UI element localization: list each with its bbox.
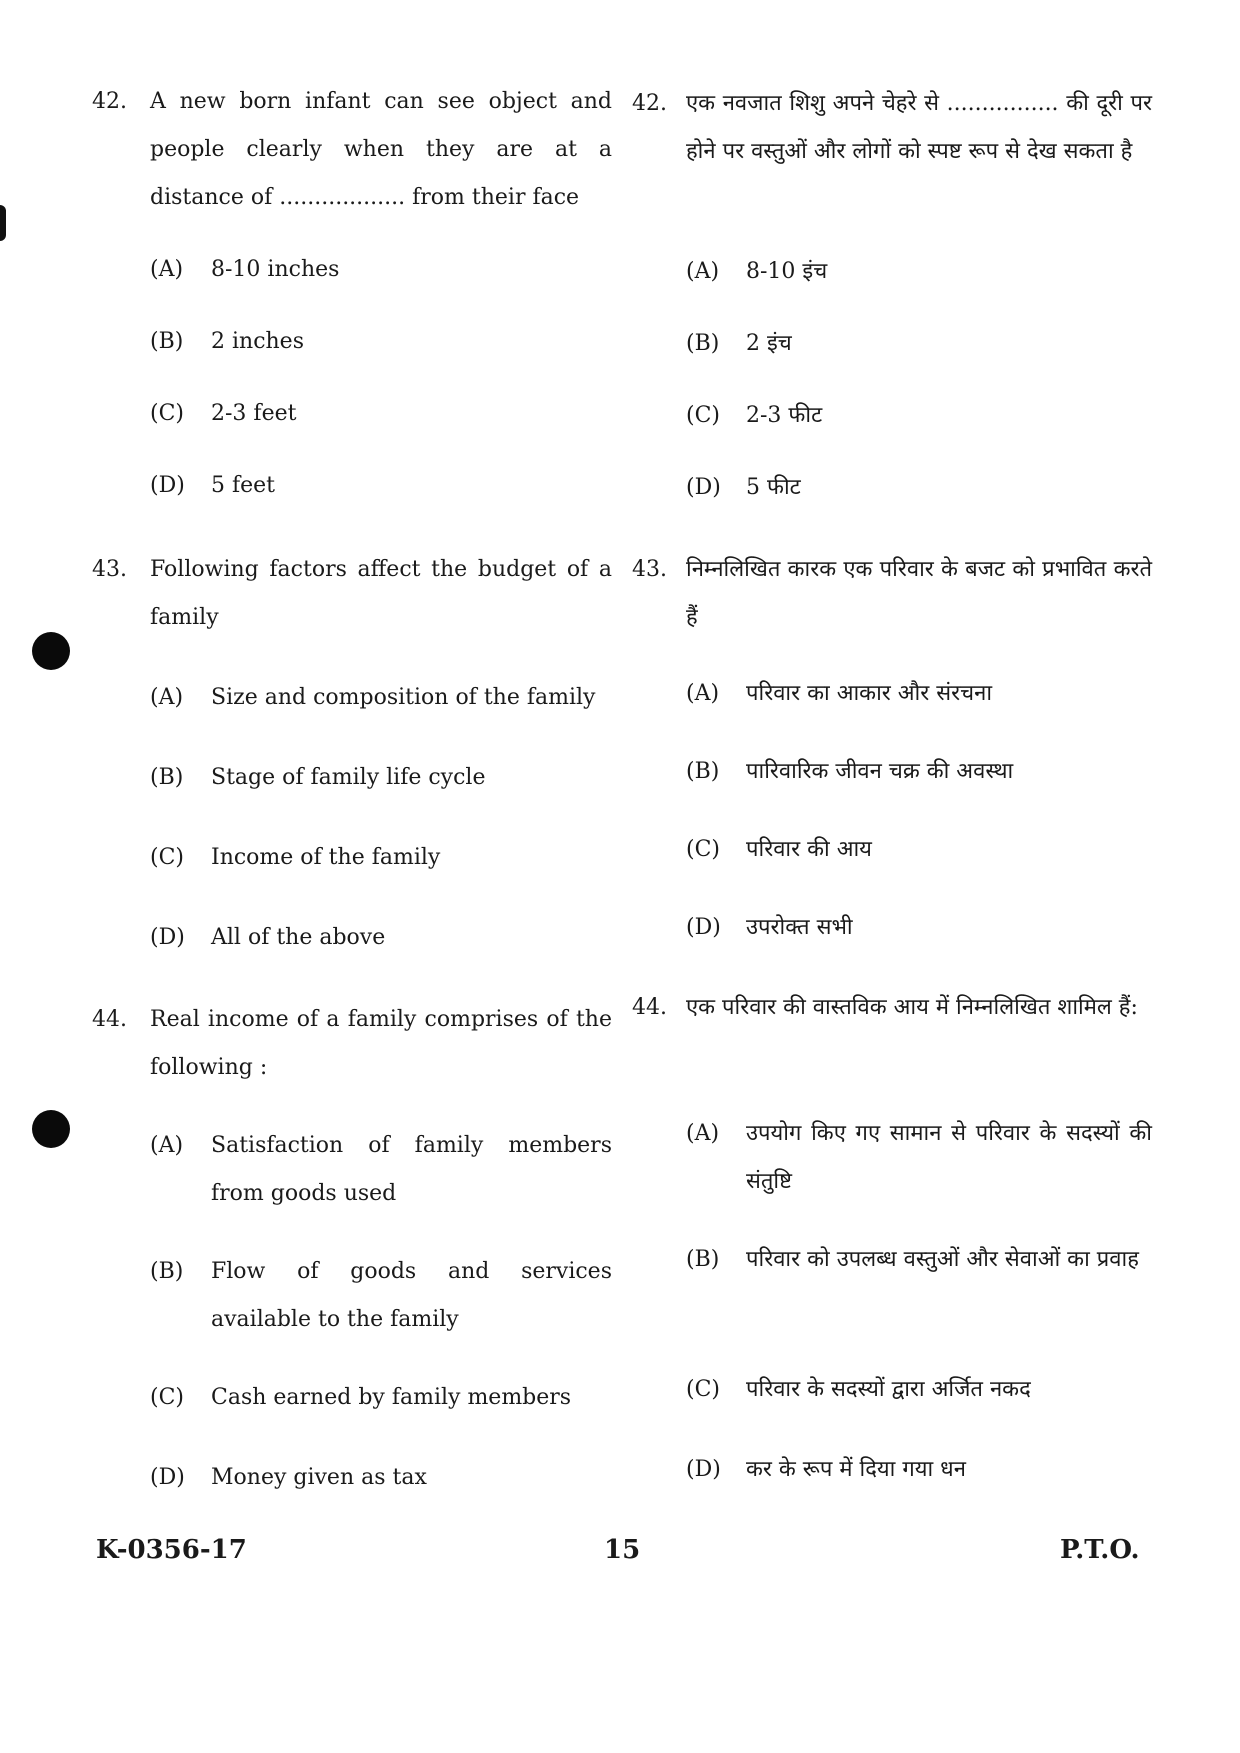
option-letter: (B): [686, 759, 720, 784]
option-letter: (D): [686, 475, 721, 500]
option-letter: (A): [150, 685, 184, 710]
paper-code: K-0356-17: [96, 1535, 247, 1565]
question-number: 42.: [632, 91, 667, 116]
option-text: Satisfaction of family members from goods used: [211, 1133, 612, 1206]
question-number: 44.: [632, 995, 667, 1020]
option-text: परिवार के सदस्यों द्वारा अर्जित नकद: [746, 1377, 1031, 1402]
option-text: Income of the family: [211, 845, 441, 870]
option-text: कर के रूप में दिया गया धन: [746, 1457, 966, 1482]
question-number: 43.: [92, 557, 127, 582]
please-turn-over: P.T.O.: [1060, 1535, 1140, 1565]
option-letter: (B): [150, 329, 184, 354]
option-text: परिवार का आकार और संरचना: [746, 681, 993, 706]
option-letter: (D): [150, 1465, 185, 1490]
option-text: Flow of goods and services available to the family: [211, 1259, 612, 1332]
option-text: 2-3 फीट: [746, 403, 823, 428]
option-letter: (C): [686, 837, 720, 862]
binding-hole-mark: [32, 632, 70, 670]
option-letter: (D): [686, 1457, 721, 1482]
option-text: परिवार को उपलब्ध वस्तुओं और सेवाओं का प्रवाह: [746, 1247, 1139, 1272]
option-text: Size and composition of the family: [211, 685, 596, 710]
option-text: Stage of family life cycle: [211, 765, 486, 790]
option-text: उपरोक्त सभी: [746, 915, 853, 940]
option-letter: (B): [686, 331, 720, 356]
option-letter: (A): [686, 259, 720, 284]
option-letter: (C): [686, 1377, 720, 1402]
option-text: 2 इंच: [746, 331, 792, 356]
scan-edge-mark: [0, 205, 6, 241]
option-letter: (C): [150, 401, 184, 426]
option-letter: (A): [686, 681, 720, 706]
option-text: 2-3 feet: [211, 401, 297, 426]
option-letter: (B): [686, 1247, 720, 1272]
option-text: 8-10 इंच: [746, 259, 828, 284]
option-text: All of the above: [211, 925, 386, 950]
option-text: 5 feet: [211, 473, 276, 498]
question-text: Real income of a family comprises of the following :: [150, 1007, 612, 1080]
question-text: एक परिवार की वास्तविक आय में निम्नलिखित शामिल हैं:: [686, 995, 1138, 1020]
option-text: पारिवारिक जीवन चक्र की अवस्था: [746, 759, 1014, 784]
option-letter: (C): [686, 403, 720, 428]
option-text: परिवार की आय: [746, 837, 872, 862]
option-letter: (C): [150, 845, 184, 870]
option-letter: (B): [150, 765, 184, 790]
question-text: Following factors affect the budget of a family: [150, 557, 612, 630]
option-letter: (A): [686, 1121, 720, 1146]
question-text: निम्नलिखित कारक एक परिवार के बजट को प्रभावित करते हैं: [686, 557, 1152, 630]
question-text: एक नवजात शिशु अपने चेहरे से ................ की दूरी पर होने पर वस्तुओं और लोगों को स्पष्ट रूप से देख सकता है: [686, 91, 1152, 164]
question-number: 43.: [632, 557, 667, 582]
binding-hole-mark: [32, 1110, 70, 1148]
option-letter: (A): [150, 257, 184, 282]
option-letter: (D): [150, 473, 185, 498]
option-letter: (D): [150, 925, 185, 950]
question-number: 42.: [92, 89, 127, 114]
option-letter: (C): [150, 1385, 184, 1410]
option-text: Cash earned by family members: [211, 1385, 572, 1410]
option-text: Money given as tax: [211, 1465, 427, 1490]
option-text: 8-10 inches: [211, 257, 340, 282]
question-number: 44.: [92, 1007, 127, 1032]
option-text: 2 inches: [211, 329, 304, 354]
page-number: 15: [604, 1535, 641, 1565]
option-letter: (D): [686, 915, 721, 940]
question-text: A new born infant can see object and people clearly when they are at a distance of .................. from their face: [150, 89, 612, 210]
option-letter: (B): [150, 1259, 184, 1284]
option-text: उपयोग किए गए सामान से परिवार के सदस्यों की संतुष्टि: [746, 1121, 1152, 1194]
option-text: 5 फीट: [746, 475, 801, 500]
option-letter: (A): [150, 1133, 184, 1158]
